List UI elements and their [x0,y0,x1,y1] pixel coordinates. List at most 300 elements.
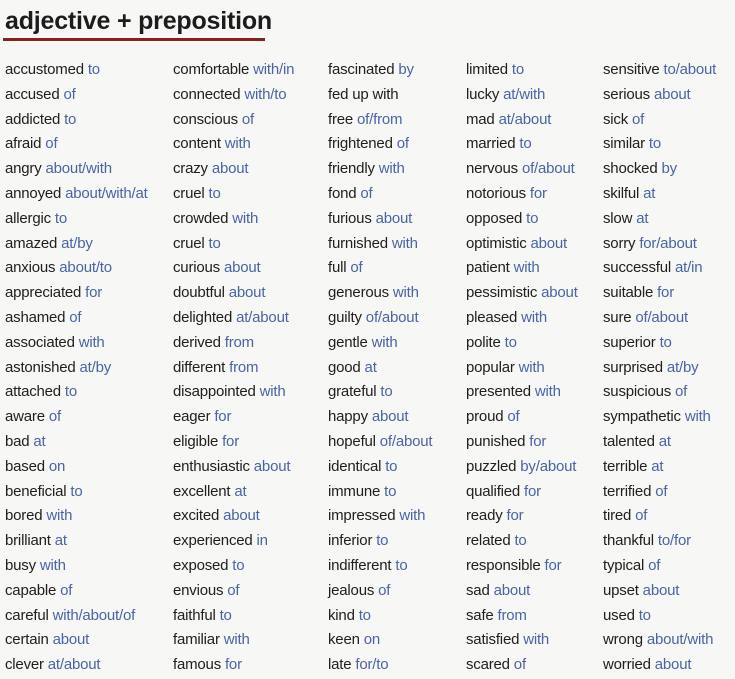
preposition: of [655,482,668,500]
list-item [603,579,716,604]
list-item [603,356,716,381]
list-item [5,256,148,281]
adjective: tired [603,507,632,525]
preposition: about/with [646,631,714,649]
preposition: with [392,284,419,302]
preposition: of [63,85,76,103]
preposition: at [33,432,46,450]
list-item [466,455,578,480]
adjective: cruel [173,184,205,202]
adjective: experienced [173,532,253,550]
preposition: with [399,507,426,525]
adjective: delighted [173,308,233,326]
preposition: with [39,556,66,574]
list-item [5,628,148,653]
preposition: of/about [379,432,433,450]
preposition: with [378,160,405,178]
preposition: by/about [520,457,577,475]
preposition: to [70,482,83,500]
adjective: astonished [5,358,76,376]
title-underline [3,38,265,41]
preposition: with [232,209,259,227]
list-item [328,232,432,257]
adjective: terrible [603,457,648,475]
adjective: identical [328,457,382,475]
adjective: full [328,259,347,277]
list-item [466,108,578,133]
list-item [173,480,294,505]
adjective: accused [5,85,60,103]
adjective: immune [328,482,381,500]
list-item [5,529,148,554]
adjective: thankful [603,532,654,550]
adjective: good [328,358,361,376]
list-item [466,157,578,182]
list-item [5,430,148,455]
list-item [466,331,578,356]
adjective: limited [466,61,508,78]
list-item [5,108,148,133]
preposition: with [78,333,105,351]
list-item [5,157,148,182]
preposition: of/from [357,110,403,128]
adjective: jealous [328,581,375,599]
adjective: keen [328,631,360,649]
adjective: comfortable [173,61,250,78]
list-item [5,480,148,505]
preposition: about [541,284,578,302]
adjective: late [328,656,352,674]
preposition: at/by [666,358,699,376]
list-item [603,232,716,257]
list-item [5,380,148,405]
preposition: from [229,358,259,376]
adjective: crazy [173,160,208,178]
list-item [466,182,578,207]
adjective: bored [5,507,43,525]
preposition: about [371,408,409,426]
adjective: curious [173,259,220,277]
adjective: hopeful [328,432,376,450]
preposition: about [654,656,692,674]
list-item [603,405,716,430]
preposition: with [224,135,251,153]
list-item [173,232,294,257]
word-column-5 [603,58,716,678]
adjective: content [173,135,221,153]
list-item [328,504,432,529]
preposition: of/about [365,308,419,326]
list-item [328,157,432,182]
list-item [466,132,578,157]
preposition: to [659,333,672,351]
preposition: of [350,259,363,277]
preposition: at [658,432,671,450]
list-item [5,306,148,331]
adjective: worried [603,656,651,674]
preposition: of [396,135,409,153]
preposition: for [506,507,524,525]
adjective: ready [466,507,503,525]
adjective: excited [173,507,220,525]
preposition: of [241,110,254,128]
adjective: lucky [466,85,500,103]
word-column-4 [466,58,578,678]
preposition: by [398,61,414,78]
list-item [603,380,716,405]
preposition: for/to [355,656,389,674]
list-item [466,281,578,306]
adjective: upset [603,581,639,599]
adjective: friendly [328,160,375,178]
preposition: from [497,606,527,624]
preposition: to/about [663,61,717,78]
adjective: fascinated [328,61,395,78]
word-column-3 [328,58,432,678]
list-item [466,628,578,653]
list-item [5,554,148,579]
list-item [328,306,432,331]
preposition: for [529,184,547,202]
preposition: to [208,234,221,252]
adjective: opposed [466,209,523,227]
adjective: excellent [173,482,231,500]
preposition: at/about [236,308,289,326]
adjective: typical [603,556,645,574]
preposition: about [223,507,260,525]
adjective: pleased [466,308,518,326]
adjective: nervous [466,160,518,178]
adjective: mad [466,110,495,128]
adjective: enthusiastic [173,457,250,475]
preposition: about [253,457,291,475]
preposition: with [223,631,250,649]
list-item [5,331,148,356]
list-item [173,58,294,83]
adjective: allergic [5,209,51,227]
adjective: serious [603,85,650,103]
list-item [466,430,578,455]
list-item [328,604,432,629]
preposition: of [227,581,240,599]
adjective: suitable [603,284,654,302]
adjective: punished [466,432,526,450]
adjective: careful [5,606,49,624]
list-item [328,331,432,356]
list-item [328,281,432,306]
list-item [173,306,294,331]
list-item [173,504,294,529]
preposition: from [224,333,254,351]
list-item [328,182,432,207]
adjective: beneficial [5,482,67,500]
adjective: angry [5,160,42,178]
preposition: of [360,184,373,202]
preposition: at/by [61,234,93,252]
list-item [328,356,432,381]
list-item [603,455,716,480]
list-item [328,132,432,157]
adjective: similar [603,135,645,153]
adjective: based [5,457,45,475]
list-item [173,182,294,207]
list-item [466,604,578,629]
adjective: responsible [466,556,541,574]
preposition: about [642,581,680,599]
adjective: clever [5,656,44,674]
adjective: doubtful [173,284,225,302]
list-item [603,182,716,207]
adjective: sorry [603,234,636,252]
list-item [328,83,432,108]
adjective: proud [466,408,504,426]
adjective: ashamed [5,308,66,326]
preposition: with [46,507,73,525]
list-item [603,480,716,505]
adjective: polite [466,333,501,351]
word-column-1 [5,58,148,678]
list-item [466,529,578,554]
list-item [5,653,148,678]
preposition: about [530,234,568,252]
list-item [603,331,716,356]
list-item [603,430,716,455]
preposition: with [391,234,418,252]
preposition: on [48,457,66,475]
list-item [328,455,432,480]
list-item [328,207,432,232]
adjective: married [466,135,516,153]
adjective: sad [466,581,490,599]
preposition: for [544,556,562,574]
list-item [466,232,578,257]
adjective: surprised [603,358,663,376]
list-item [328,554,432,579]
adjective: appreciated [5,284,82,302]
list-item [603,83,716,108]
adjective: conscious [173,110,238,128]
list-item [173,108,294,133]
adjective: presented [466,383,531,401]
preposition: to [54,209,68,227]
preposition: of [69,308,82,326]
list-item [328,405,432,430]
adjective: derived [173,333,221,351]
list-item [328,108,432,133]
preposition: to [514,532,527,550]
preposition: with [513,259,540,277]
adjective: gentle [328,333,368,351]
list-item [173,281,294,306]
adjective: safe [466,606,494,624]
adjective: optimistic [466,234,527,252]
list-item [466,256,578,281]
adjective: grateful [328,383,377,401]
list-item [603,653,716,678]
list-item [466,207,578,232]
adjective: sure [603,308,632,326]
adjective: pessimistic [466,284,538,302]
list-item [5,281,148,306]
preposition: to [380,383,393,401]
adjective: envious [173,581,224,599]
adjective: certain [5,631,49,649]
preposition: to [511,61,525,78]
list-item [5,58,148,83]
adjective: patient [466,259,510,277]
list-item [603,628,716,653]
list-item [5,504,148,529]
adjective: successful [603,259,672,277]
adjective: furious [328,209,372,227]
list-item [173,554,294,579]
list-item [173,653,294,678]
adjective: frightened [328,135,393,153]
list-item [5,356,148,381]
preposition: for [214,408,232,426]
list-item [328,58,432,83]
list-item [466,356,578,381]
preposition: to [648,135,662,153]
preposition: by [661,160,677,178]
adjective: free [328,110,354,128]
list-item [173,83,294,108]
list-item [603,256,716,281]
preposition: of [378,581,391,599]
preposition: of [48,408,61,426]
preposition: to [87,61,100,78]
list-item [328,628,432,653]
preposition: at/in [675,259,703,277]
preposition: to [358,606,371,624]
preposition: to [64,383,78,401]
list-item [466,504,578,529]
preposition: on [363,631,380,649]
adjective: notorious [466,184,526,202]
list-item [328,529,432,554]
preposition: at/about [47,656,101,674]
preposition: about [211,160,249,178]
adjective: bad [5,432,30,450]
list-item [603,604,716,629]
list-item [603,207,716,232]
preposition: for [529,432,547,450]
adjective: impressed [328,507,396,525]
list-item [173,628,294,653]
adjective: different [173,358,226,376]
adjective: indifferent [328,556,392,574]
adjective: accustomed [5,61,84,78]
preposition: at [234,482,247,500]
preposition: of [45,135,58,153]
list-item [5,83,148,108]
preposition: with [371,333,398,351]
adjective: cruel [173,234,205,252]
preposition: of [635,507,648,525]
list-item [603,108,716,133]
adjective: aware [5,408,45,426]
preposition: about/with/at [65,184,148,202]
list-item [5,604,148,629]
adjective: familiar [173,631,220,649]
adjective: brilliant [5,532,51,550]
list-item [5,232,148,257]
list-item [173,256,294,281]
adjective: busy [5,556,36,574]
list-item [328,380,432,405]
list-item [5,455,148,480]
adjective: furnished [328,234,388,252]
preposition: to [385,457,398,475]
preposition: about/with [45,160,112,178]
preposition: about [493,581,531,599]
list-item [173,132,294,157]
list-item [173,380,294,405]
list-item [328,653,432,678]
preposition: for/about [639,234,697,252]
adjective: suspicious [603,383,672,401]
preposition: to [638,606,651,624]
preposition: with/to [244,85,287,103]
preposition: to [376,532,389,550]
list-item [603,281,716,306]
adjective: related [466,532,511,550]
preposition: about [228,284,266,302]
preposition: at [651,457,664,475]
adjective: connected [173,85,241,103]
preposition: at [636,209,649,227]
list-item [603,504,716,529]
list-item [173,157,294,182]
list-item [173,356,294,381]
adjective: sympathetic [603,408,681,426]
list-item [603,157,716,182]
list-item [173,579,294,604]
list-item [328,256,432,281]
list-item [173,430,294,455]
preposition: with [521,308,547,326]
adjective: talented [603,432,655,450]
word-column-2 [173,58,294,678]
preposition: about [375,209,413,227]
list-item [328,430,432,455]
adjective: used [603,606,635,624]
preposition: with/in [253,61,295,78]
list-item [603,132,716,157]
preposition: of [632,110,645,128]
preposition: of [513,656,526,674]
preposition: for [85,284,103,302]
list-item [173,455,294,480]
list-item [173,529,294,554]
preposition: to [526,209,539,227]
adjective: anxious [5,259,56,277]
preposition: in [256,532,268,550]
preposition: to [384,482,397,500]
adjective: inferior [328,532,373,550]
adjective: eligible [173,432,219,450]
adjective: puzzled [466,457,517,475]
adjective: scared [466,656,510,674]
adjective: fed up with [328,85,399,103]
list-item [466,480,578,505]
adjective: kind [328,606,355,624]
preposition: at [54,532,67,550]
adjective: famous [173,656,221,674]
adjective: disappointed [173,383,256,401]
preposition: to [504,333,517,351]
preposition: about/to [59,259,112,277]
